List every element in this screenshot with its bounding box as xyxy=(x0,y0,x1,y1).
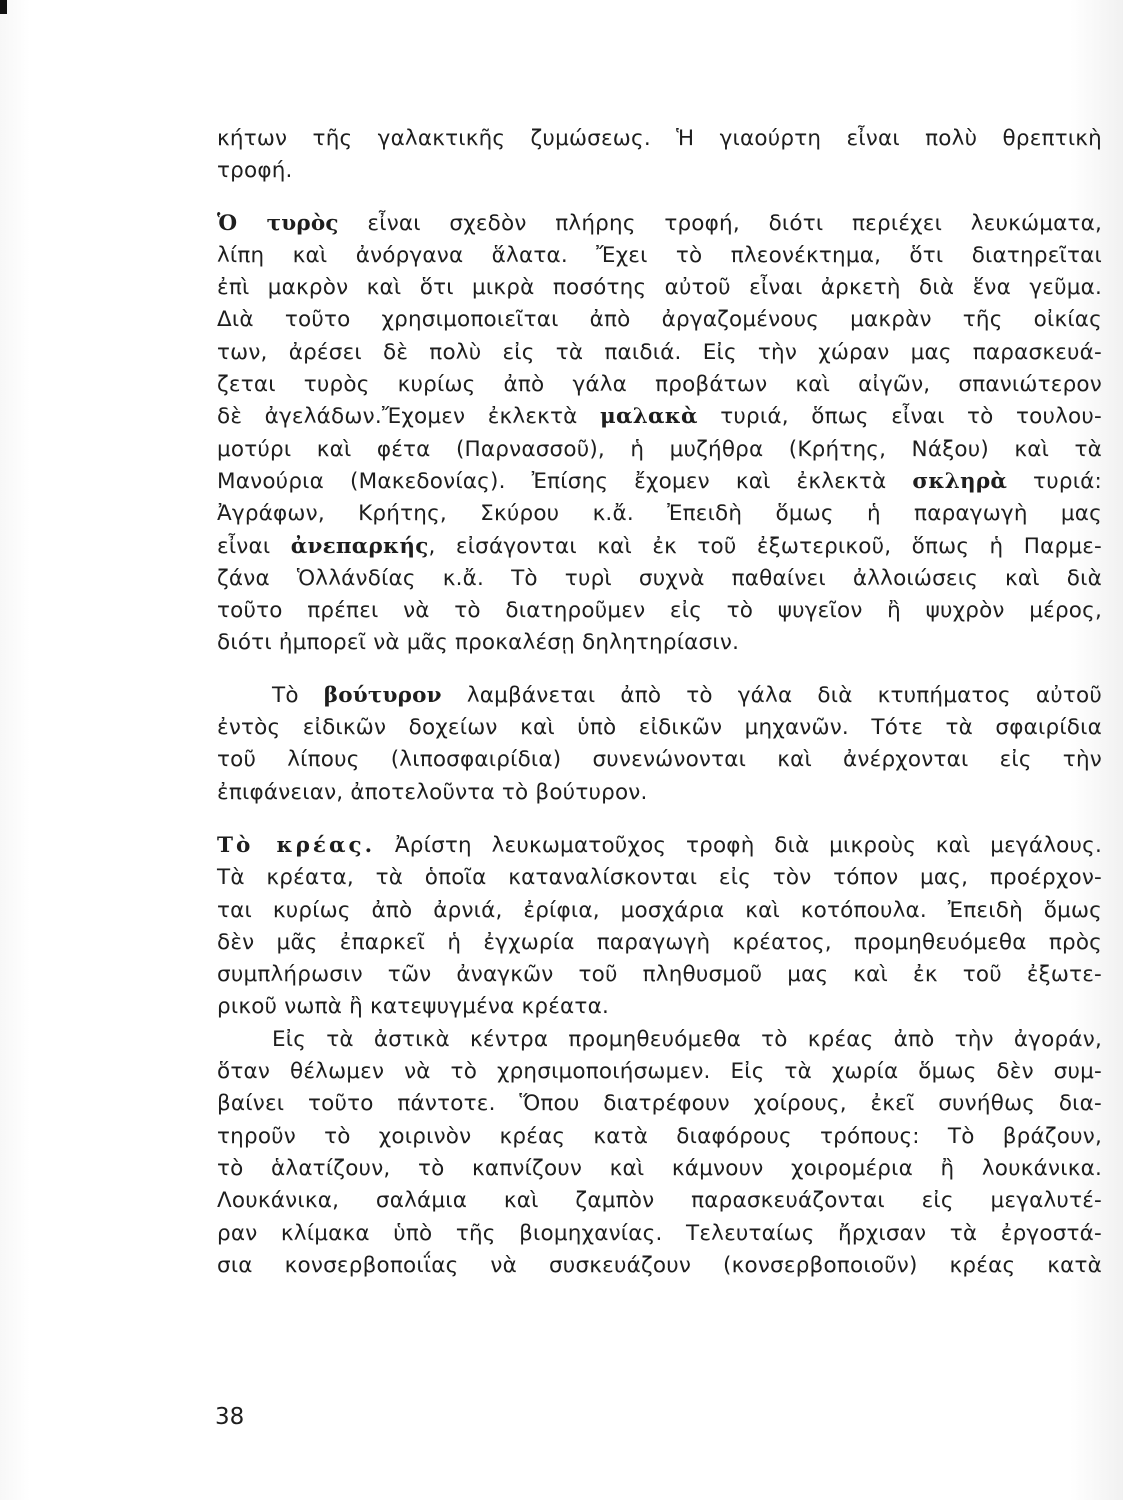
text-line: διότι ἠμπορεῖ νὰ μᾶς προκαλέσῃ δηλητηρίασιν. xyxy=(217,630,740,656)
section-heading: Τὸ κρέας. xyxy=(217,832,376,858)
text-run: δὲ ἀγελάδων.Ἔχομεν ἐκλεκτὰ xyxy=(217,404,601,430)
text-line: ἐντὸς εἰδικῶν δοχείων καὶ ὑπὸ εἰδικῶν μηχανῶν. Τότε τὰ σφαιρίδια xyxy=(217,715,1102,741)
text-run: εἶναι σχεδὸν πλήρης τροφή, διότι περιέχει λευκώματα, xyxy=(338,210,1102,236)
text-line xyxy=(217,466,1102,498)
text-run: , εἰσάγονται καὶ ἐκ τοῦ ἐξωτερικοῦ, ὅπως ἡ Παρμε- xyxy=(428,533,1103,559)
bold-term: Ὁ τυρὸς xyxy=(217,210,339,236)
text-run: Μανούρια (Μακεδονίας). Ἐπίσης ἔχομεν καὶ ἐκλεκτὰ xyxy=(217,468,913,494)
text-run: λαμβάνεται ἀπὸ τὸ γάλα διὰ κτυπήματος αὐτοῦ xyxy=(441,682,1102,708)
scan-edge-mark xyxy=(0,0,7,14)
text-line: ἐπὶ μακρὸν καὶ ὅτι μικρὰ ποσότης αὐτοῦ εἶναι ἀρκετὴ διὰ ἕνα γεῦμα. xyxy=(217,275,1102,301)
text-line xyxy=(217,208,1102,240)
paragraph-yogurt-end xyxy=(217,123,1102,188)
text-line: τοῦ λίπους (λιποσφαιρίδια) συνενώνονται καὶ ἀνέρχονται εἰς τὴν xyxy=(217,747,1102,773)
text-line: Τὰ κρέατα, τὰ ὁποῖα καταναλίσκονται εἰς τὸν τόπον μας, προέρχον- xyxy=(217,865,1102,891)
page-number: 38 xyxy=(215,1404,245,1430)
text-line xyxy=(217,531,1102,563)
text-line: ζάνα Ὁλλάνδίας κ.ἄ. Τὸ τυρὶ συχνὰ παθαίνει ἀλλοιώσεις καὶ διὰ xyxy=(217,565,1102,591)
body-text xyxy=(217,123,1102,1282)
text-line: ρικοῦ νωπὰ ἢ κατεψυγμένα κρέατα. xyxy=(217,994,609,1020)
text-line: Εἰς τὰ ἀστικὰ κέντρα προμηθευόμεθα τὸ κρέας ἀπὸ τὴν ἀγοράν, xyxy=(272,1026,1102,1052)
text-line: των, ἀρέσει δὲ πολὺ εἰς τὰ παιδιά. Εἰς τὴν χώραν μας παρασκευά- xyxy=(217,339,1102,365)
text-line: βαίνει τοῦτο πάντοτε. Ὅπου διατρέφουν χοίρους, ἐκεῖ συνήθως δια- xyxy=(217,1091,1102,1117)
bold-term: βούτυρον xyxy=(323,682,442,708)
text-run: εἶναι xyxy=(217,533,291,559)
text-line: ὅταν θέλωμεν νὰ τὸ χρησιμοποιήσωμεν. Εἰς τὰ χωρία ὅμως δὲν συμ- xyxy=(217,1059,1102,1085)
text-line: Διὰ τοῦτο χρησιμοποιεῖται ἀπὸ ἀργαζομένους μακρὰν τῆς οἰκίας xyxy=(217,307,1102,333)
paragraph-gap xyxy=(217,660,1102,680)
text-line: λίπη καὶ ἀνόργανα ἅλατα. Ἔχει τὸ πλεονέκτημα, ὅτι διατηρεῖται xyxy=(217,242,1102,268)
text-line: Λουκάνικα, σαλάμια καὶ ζαμπὸν παρασκευάζονται εἰς μεγαλυτέ- xyxy=(217,1188,1102,1214)
text-line: δὲν μᾶς ἐπαρκεῖ ἡ ἐγχωρία παραγωγὴ κρέατος, προμηθευόμεθα πρὸς xyxy=(217,929,1102,955)
text-line: τηροῦν τὸ χοιρινὸν κρέας κατὰ διαφόρους τρόπους: Τὸ βράζουν, xyxy=(217,1123,1102,1149)
text-run: Ἀρίστη λευκωματοῦχος τροφὴ διὰ μικροὺς καὶ μεγάλους. xyxy=(375,832,1102,858)
bold-term: ἀνεπαρκής xyxy=(290,533,429,559)
text-line xyxy=(217,830,1102,862)
paragraph-cheese xyxy=(217,208,1102,660)
paragraph-gap xyxy=(217,188,1102,208)
text-run: τυριά: xyxy=(1007,468,1102,494)
text-line: Ἀγράφων, Κρήτης, Σκύρου κ.ἄ. Ἐπειδὴ ὅμως ἡ παραγωγὴ μας xyxy=(217,501,1102,527)
paragraph-gap xyxy=(217,809,1102,830)
text-run: τυριά, ὅπως εἶναι τὸ τουλου- xyxy=(697,404,1103,430)
text-line: τροφή. xyxy=(217,158,293,184)
text-line: ἐπιφάνειαν, ἀποτελοῦντα τὸ βούτυρον. xyxy=(217,779,648,805)
paragraph-butter xyxy=(217,680,1102,809)
text-line: ραν κλίμακα ὑπὸ τῆς βιομηχανίας. Τελευταίως ἤρχισαν τὰ ἐργοστά- xyxy=(217,1220,1102,1246)
text-line: τὸ ἁλατίζουν, τὸ καπνίζουν καὶ κάμνουν χοιρομέρια ἢ λουκάνικα. xyxy=(217,1155,1102,1181)
paragraph-meat-supply xyxy=(217,1024,1102,1282)
text-line: ται κυρίως ἀπὸ ἀρνιά, ἐρίφια, μοσχάρια καὶ κοτόπουλα. Ἐπειδὴ ὅμως xyxy=(217,897,1102,923)
text-line: μοτύρι καὶ φέτα (Παρνασσοῦ), ἡ μυζήθρα (Κρήτης, Νάξου) καὶ τὰ xyxy=(217,436,1102,462)
text-line xyxy=(217,680,1102,712)
bold-term: μαλακὰ xyxy=(600,404,698,430)
bold-term: σκληρὰ xyxy=(912,468,1008,494)
text-line: τοῦτο πρέπει νὰ τὸ διατηροῦμεν εἰς τὸ ψυγεῖον ἢ ψυχρὸν μέρος, xyxy=(217,598,1102,624)
text-run: Τὸ xyxy=(272,682,324,708)
text-line: σια κονσερβοποιΐας νὰ συσκευάζουν (κονσερβοποιοῦν) κρέας κατὰ xyxy=(217,1252,1102,1278)
text-line: ζεται τυρὸς κυρίως ἀπὸ γάλα προβάτων καὶ αἰγῶν, σπανιώτερον xyxy=(217,372,1102,398)
text-line xyxy=(217,401,1102,433)
paragraph-meat xyxy=(217,830,1102,1024)
text-line: συμπλήρωσιν τῶν ἀναγκῶν τοῦ πληθυσμοῦ μας καὶ ἐκ τοῦ ἐξωτε- xyxy=(217,962,1102,988)
text-line: κήτων τῆς γαλακτικῆς ζυμώσεως. Ἡ γιαούρτη εἶναι πολὺ θρεπτικὴ xyxy=(217,126,1102,151)
